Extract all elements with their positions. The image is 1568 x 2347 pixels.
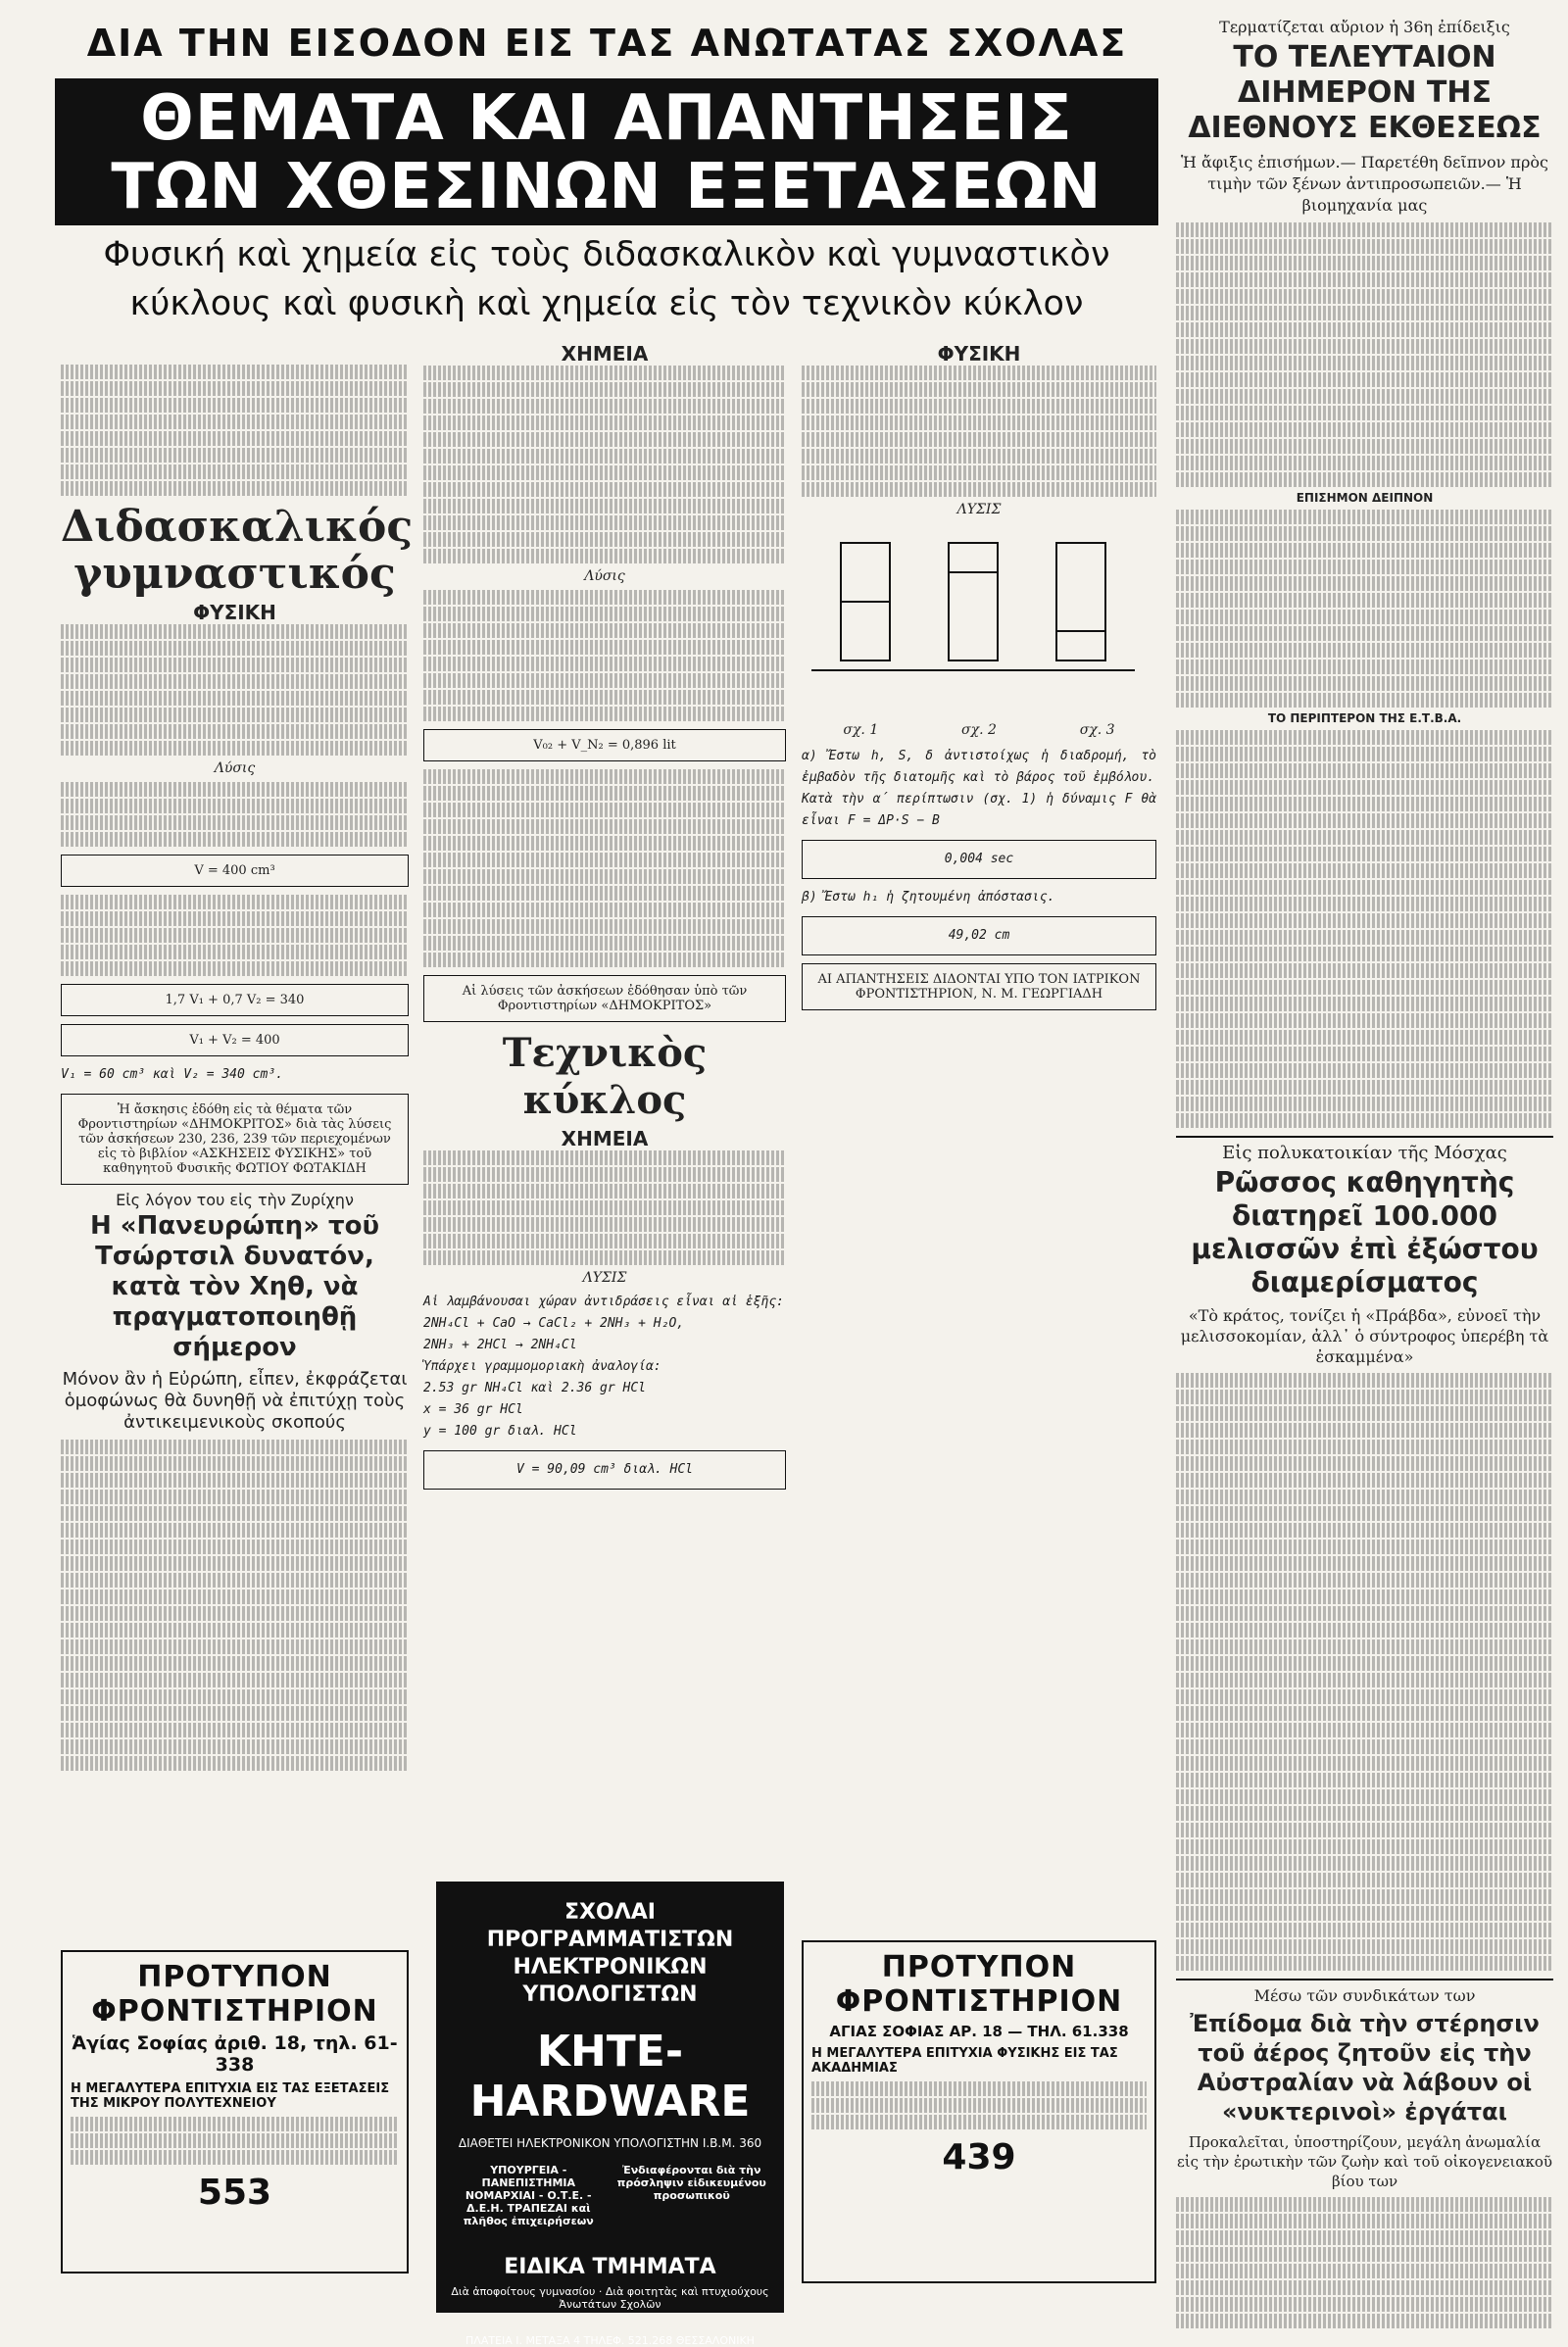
ad-khte-hardware (436, 1882, 784, 2347)
australia-kicker: Μέσω τῶν συνδικάτων των (1253, 1986, 1476, 2005)
headline-banner (55, 78, 1158, 225)
ad-number: 553 (197, 2173, 272, 2213)
sub-dinner: ΕΠΙΣΗΜΟΝ ΔΕΙΠΝΟΝ (1296, 491, 1434, 505)
boxed-note: Αἱ λύσεις τῶν ἀσκήσεων ἐδόθησαν ὑπὸ τῶν Φροντιστηρίων «ΔΗΜΟΚΡΙΤΟΣ» (423, 975, 786, 1022)
column-2 (423, 343, 786, 1872)
handwritten-line-2: 2NH₄Cl + CaO → CaCl₂ + 2NH₃ + H₂O, (423, 1316, 685, 1331)
handwritten-result: V = 90,09 cm³ διαλ. HCl (423, 1450, 786, 1490)
section-title-didaskalikos: Διδασκαλικός γυμναστικός (61, 502, 414, 599)
banner-line-2: ΤΩΝ ΧΘΕΣΙΝΩΝ ΕΞΕΤΑΣΕΩΝ (111, 151, 1102, 223)
solution-label: Λύσις (214, 760, 256, 776)
expo-title: ΤΟ ΤΕΛΕΥΤΑΙΟΝ ΔΙΗΜΕΡΟΝ ΤΗΣ ΔΙΕΘΝΟΥΣ ΕΚΘΕΣΕΩΣ (1188, 40, 1542, 145)
tech-solution-label: ΛΥΣΙΣ (582, 1270, 627, 1286)
handwritten-line-3: 2NH₃ + 2HCl → 2NH₄Cl (423, 1338, 577, 1352)
ad-headline: Η ΜΕΓΑΛΥΤΕΡΑ ΕΠΙΤΥΧΙΑ ΕΙΣ ΤΑΣ ΕΞΕΤΑΣΕΙΣ ΤΗΣ ΜΙΚΡΟΥ ΠΟΛΥΤΕΧΝΕΙΟΥ (71, 2081, 390, 2111)
story-title-paneuropi: Η «Πανευρώπη» τοῦ Τσώρτσιλ δυνατόν, κατὰ τὸν Χηθ, νὰ πραγματοποιηθῇ σήμερον (89, 1211, 380, 1362)
story-deck: Μόνον ἂν ἡ Εὐρώπη, εἶπεν, ἐκφράζεται ὁμοφώνως θὰ δυνηθῇ νὰ ἐπιτύχῃ τοὺς ἀντικειμενικοὺς σκοπούς (62, 1369, 408, 1433)
column-4 (1176, 20, 1553, 2313)
answer-volume: V₀₂ + V_N₂ = 0,896 lit (423, 729, 786, 761)
ad-dark-brand: KHTE-HARDWARE (469, 2027, 751, 2127)
ad-address: Ἁγίας Σοφίας ἀριθ. 18, τηλ. 61-338 (72, 2032, 398, 2076)
handwritten-a: α) Ἔστω h, S, δ ἀντιστοίχως ἡ διαδρομή, τὸ ἐμβαδὸν τῆς διατομῆς καὶ τὸ βάρος τοῦ ἐμβόλου. (802, 749, 1156, 785)
ad-dark-right: Ἐνδιαφέρονται διὰ τὴν πρόσληψιν εἰδικευμένου προσωπικοῦ (616, 2164, 766, 2202)
section-title-techniko: Τεχνικὸς κύκλος (502, 1030, 708, 1123)
sub-etva: ΤΟ ΠΕΡΙΠΤΕΡΟΝ ΤΗΣ Ε.Τ.Β.Α. (1267, 711, 1462, 725)
handwritten-line-1: Αἱ λαμβάνουσαι χώραν ἀντιδράσεις εἶναι αἱ ἑξῆς: (423, 1295, 784, 1309)
handwritten-line-4: Ὑπάρχει γραμμομοριακὴ ἀναλογία: (423, 1359, 662, 1374)
handwritten-a2: Κατὰ τὴν α΄ περίπτωσιν (σχ. 1) ἡ δύναμις F θὰ εἶναι F = ΔP·S − B (802, 792, 1156, 828)
solution-label: Λύσις (584, 568, 625, 584)
header-kicker: ΔΙΑ ΤΗΝ ΕΙΣΟΔΟΝ ΕΙΣ ΤΑΣ ΑΝΩΤΑΤΑΣ ΣΧΟΛΑΣ (86, 22, 1128, 65)
tech-chemistry-label: ΧΗΜΕΙΑ (561, 1127, 649, 1150)
ad-dark-grid (450, 2164, 770, 2227)
story-kicker: Εἰς λόγον του εἰς τὴν Ζυρίχην (116, 1191, 354, 1209)
column-3 (802, 343, 1156, 1872)
handwritten-line-5: 2.53 gr NH₄Cl καὶ 2.36 gr HCl (423, 1381, 646, 1395)
formula-equation-1: 1,7 V₁ + 0,7 V₂ = 340 (61, 984, 409, 1016)
ad-dark-line2: ΔΙΑΘΕΤΕΙ ΗΛΕΚΤΡΟΝΙΚΟΝ ΥΠΟΛΟΓΙΣΤΗΝ Ι.Β.Μ. 360 (458, 2136, 762, 2150)
ad-dark-left: ΥΠΟΥΡΓΕΙΑ - ΠΑΝΕΠΙΣΤΗΜΙΑ ΝΟΜΑΡΧΙΑΙ - Ο.Τ.Ε. - Δ.Ε.Η. ΤΡΑΠΕΖΑΙ καὶ πλῆθος ἐπιχειρήσεων (463, 2164, 594, 2227)
boxed-note-demokritos: Ἡ ἄσκησις ἐδόθη εἰς τὰ θέματα τῶν Φροντιστηρίων «ΔΗΜΟΚΡΙΤΟΣ» διὰ τὰς λύσεις τῶν ἀσκήσεων 230, 236, 239 τῶν περιεχομένων εἰς τὸ βιβλίον «ΑΣΚΗΣΕΙΣ ΦΥΣΙΚΗΣ» τοῦ καθηγητοῦ Φυσικῆς ΦΩΤΙΟΥ ΦΩΤΑΚΙΔΗ (61, 1094, 409, 1185)
handwritten-line-6: x = 36 gr HCl (423, 1402, 523, 1417)
solution-label: ΛΥΣΙΣ (956, 502, 1002, 517)
bees-kicker: Εἰς πολυκατοικίαν τῆς Μόσχας (1222, 1143, 1507, 1163)
ad-protypon-left (61, 1950, 409, 2274)
physics-label: ΦΥΣΙΚΗ (937, 342, 1021, 366)
handwritten-line-7: y = 100 gr διαλ. HCl (423, 1424, 577, 1439)
result-time: 0,004 sec (802, 840, 1156, 879)
handwritten-b: β) Ἔστω h₁ ἡ ζητουμένη ἀπόστασις. (802, 890, 1055, 905)
physics-label: ΦΥΣΙΚΗ (193, 601, 276, 624)
formula-result: V₁ = 60 cm³ καὶ V₂ = 340 cm³. (61, 1067, 283, 1082)
credits-box: ΑΙ ΑΠΑΝΤΗΣΕΙΣ ΔΙΔΟΝΤΑΙ ΥΠΟ ΤΟΝ ΙΑΤΡΙΚΟΝ ΦΡΟΝΤΙΣΤΗΡΙΟΝ, Ν. Μ. ΓΕΩΡΓΙΑΔΗ (802, 963, 1156, 1010)
expo-deck: Ἡ ἄφιξις ἐπισήμων.— Παρετέθη δεῖπνον πρὸς τιμὴν τῶν ξένων ἀντιπροσωπειῶν.— Ἡ βιομηχανία μας (1181, 153, 1548, 215)
expo-kicker: Τερματίζεται αὔριον ἡ 36η ἐπίδειξις (1219, 18, 1510, 36)
ad-dark-address: ΠΛΑΤΕΙΑ Ι. ΜΕΤΑΞΑ 4 ΤΗΛΕΦ. 521.268 ΘΕΣΣΑΛΟΝΙΚΗ (466, 2334, 755, 2347)
subhead-line-2: κύκλους καὶ φυσικὴ καὶ χημεία εἰς τὸν τεχνικὸν κύκλον (129, 284, 1084, 323)
formula-equation-2: V₁ + V₂ = 400 (61, 1024, 409, 1056)
ad-number: 439 (942, 2137, 1016, 2177)
piston-diagram (802, 523, 1145, 719)
result-distance: 49,02 cm (802, 916, 1156, 955)
ad-address: ΑΓΙΑΣ ΣΟΦΙΑΣ ΑΡ. 18 — ΤΗΛ. 61.338 (829, 2023, 1129, 2040)
chemistry-label: ΧΗΜΕΙΑ (561, 342, 649, 366)
ad-title: ΠΡΟΤΥΠΟΝ ΦΡΟΝΤΙΣΤΗΡΙΟΝ (835, 1950, 1123, 2019)
australia-deck: Προκαλεῖται, ὑποστηρίζουν, μεγάλη ἀνωμαλία εἰς τὴν ἐρωτικὴν τῶν ζωὴν καὶ τοῦ οἰκογενειακοῦ βίου των (1176, 2133, 1553, 2190)
ad-title: ΠΡΟΤΥΠΟΝ ΦΡΟΝΤΙΣΤΗΡΙΟΝ (91, 1960, 378, 2029)
ad-headline: Η ΜΕΓΑΛΥΤΕΡΑ ΕΠΙΤΥΧΙΑ ΦΥΣΙΚΗΣ ΕΙΣ ΤΑΣ ΑΚΑΔΗΜΙΑΣ (811, 2046, 1118, 2076)
ad-dark-bullets: Διὰ ἀποφοίτους γυμνασίου · Διὰ φοιτητὰς καὶ πτυχιούχους Ἀνωτάτων Σχολῶν (451, 2285, 769, 2311)
fig-label-3: σχ. 3 (1079, 722, 1115, 738)
formula-volume: V = 400 cm³ (61, 855, 409, 887)
fig-label-1: σχ. 1 (843, 722, 879, 738)
column-1 (61, 363, 414, 1773)
ad-dark-special: ΕΙΔΙΚΑ ΤΜΗΜΑΤΑ (504, 2255, 716, 2279)
bees-title: Ρῶσσος καθηγητὴς διατηρεῖ 100.000 μελισσῶν ἐπὶ ἐξώστου διαμερίσματος (1191, 1166, 1539, 1298)
ad-dark-line1: ΣΧΟΛΑΙ ΠΡΟΓΡΑΜΜΑΤΙΣΤΩΝ ΗΛΕΚΤΡΟΝΙΚΩΝ ΥΠΟΛΟΓΙΣΤΩΝ (486, 1900, 734, 2007)
bees-deck: «Τὸ κράτος, τονίζει ἡ «Πράβδα», εὐνοεῖ τὴν μελισσοκομίαν, ἀλλ᾿ ὁ σύντροφος ὑπερέβη τὰ ἐσκαμμένα» (1180, 1306, 1549, 1366)
ad-protypon-mid (802, 1940, 1156, 2283)
fig-label-2: σχ. 2 (961, 722, 997, 738)
banner-line-1: ΘΕΜΑΤΑ ΚΑΙ ΑΠΑΝΤΗΣΕΙΣ (140, 82, 1073, 155)
subhead-line-1: Φυσική καὶ χημεία εἰς τοὺς διδασκαλικὸν καὶ γυμναστικὸν (103, 235, 1110, 274)
australia-title: Ἐπίδομα διὰ τὴν στέρησιν τοῦ ἀέρος ζητοῦν εἰς τὴν Αὐστραλίαν νὰ λάβουν οἱ «νυκτερινοὶ» ἐργάται (1190, 2010, 1540, 2126)
